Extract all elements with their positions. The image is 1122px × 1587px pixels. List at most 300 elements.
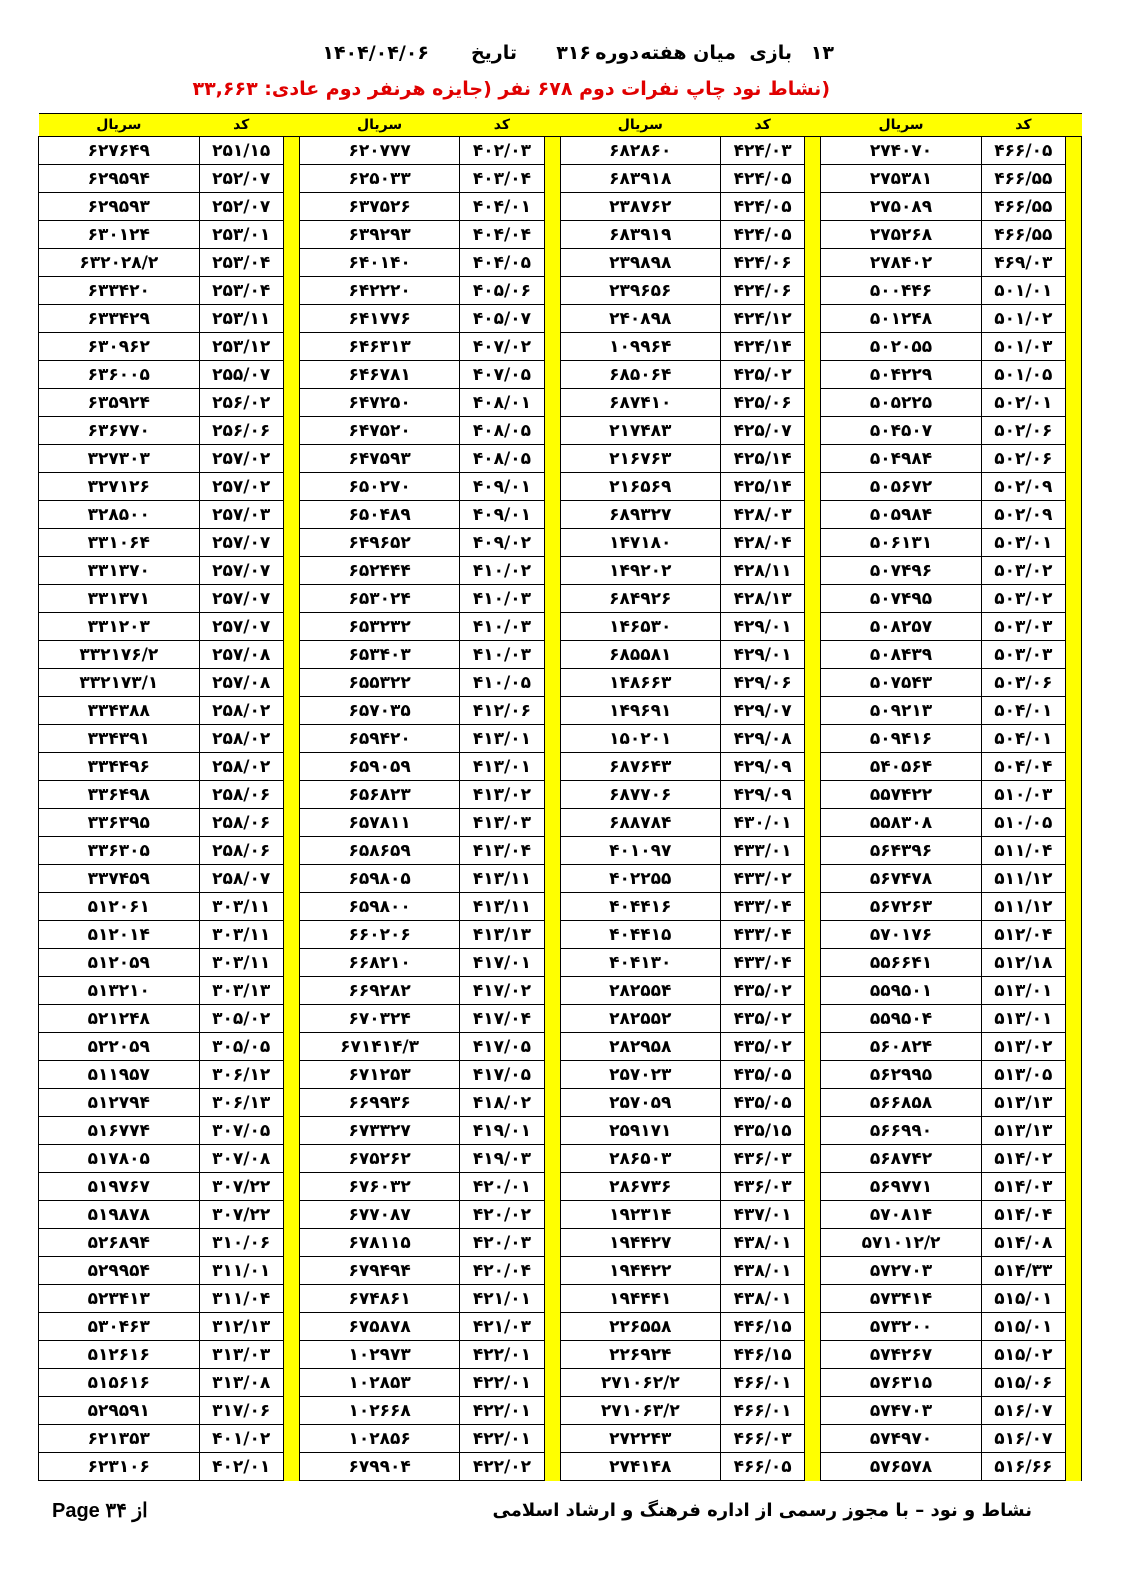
code-cell: ۴۲۵/۰۷: [721, 417, 805, 445]
serial-cell: ۶۴۰۱۴۰: [299, 249, 459, 277]
code-cell: ۵۱۱/۰۴: [981, 837, 1065, 865]
yellow-separator: [283, 529, 299, 557]
yellow-separator: [283, 1089, 299, 1117]
code-cell: ۳۰۶/۱۳: [199, 1089, 283, 1117]
table-row: [39, 1285, 1082, 1313]
code-cell: ۵۰۴/۰۱: [981, 725, 1065, 753]
code-cell: ۳۱۳/۰۸: [199, 1369, 283, 1397]
serial-cell: ۵۰۷۴۹۶: [821, 557, 981, 585]
yellow-separator: [283, 1369, 299, 1397]
yellow-separator: [283, 725, 299, 753]
serial-cell: ۶۲۳۱۰۶: [39, 1453, 200, 1481]
serial-cell: ۴۰۲۲۵۵: [560, 865, 720, 893]
yellow-separator: [283, 249, 299, 277]
serial-cell: ۵۷۴۹۷۰: [821, 1425, 981, 1453]
winners-table-container: [38, 113, 1082, 1481]
yellow-separator: [1065, 114, 1081, 137]
code-cell: ۵۰۱/۰۵: [981, 361, 1065, 389]
yellow-separator: [805, 249, 821, 277]
yellow-separator: [283, 641, 299, 669]
table-row: [39, 837, 1082, 865]
serial-cell: ۵۶۴۳۹۶: [821, 837, 981, 865]
serial-cell: ۶۵۳۴۰۳: [299, 641, 459, 669]
serial-cell: ۱۹۲۳۱۴: [560, 1201, 720, 1229]
serial-cell: ۵۱۷۸۰۵: [39, 1145, 200, 1173]
yellow-separator: [805, 473, 821, 501]
serial-cell: ۵۰۴۵۰۷: [821, 417, 981, 445]
yellow-separator: [283, 1341, 299, 1369]
yellow-separator: [1065, 1229, 1081, 1257]
yellow-separator: [805, 501, 821, 529]
table-row: [39, 781, 1082, 809]
serial-cell: ۵۵۷۴۲۲: [821, 781, 981, 809]
table-row: [39, 1201, 1082, 1229]
yellow-separator: [544, 361, 560, 389]
table-row: [39, 1313, 1082, 1341]
code-cell: ۴۰۷/۰۲: [460, 333, 544, 361]
code-cell: ۴۱۷/۰۵: [460, 1033, 544, 1061]
code-cell: ۴۲۹/۰۶: [721, 669, 805, 697]
yellow-separator: [283, 1425, 299, 1453]
code-cell: ۲۵۷/۰۸: [199, 669, 283, 697]
yellow-separator: [283, 1257, 299, 1285]
code-cell: ۵۱۲/۰۴: [981, 921, 1065, 949]
yellow-separator: [805, 1145, 821, 1173]
code-cell: ۴۱۰/۰۳: [460, 641, 544, 669]
code-cell: ۲۵۷/۰۷: [199, 557, 283, 585]
serial-cell: ۵۷۰۱۷۶: [821, 921, 981, 949]
yellow-separator: [805, 977, 821, 1005]
yellow-separator: [283, 445, 299, 473]
code-cell: ۴۲۹/۰۹: [721, 753, 805, 781]
code-cell: ۴۱۷/۰۴: [460, 1005, 544, 1033]
serial-cell: ۶۷۹۴۹۴: [299, 1257, 459, 1285]
subtitle: (نشاط نود چاپ نفرات دوم ۶۷۸ نفر (جایزه هرنفر دوم عادی: ۳۳,۶۶۳: [192, 78, 830, 100]
yellow-separator: [544, 977, 560, 1005]
yellow-separator: [805, 389, 821, 417]
serial-cell: ۶۷۷۰۸۷: [299, 1201, 459, 1229]
code-cell: ۴۳۳/۰۴: [721, 921, 805, 949]
code-cell: ۳۱۰/۰۶: [199, 1229, 283, 1257]
yellow-separator: [544, 1033, 560, 1061]
serial-cell: ۴۰۴۱۳۰: [560, 949, 720, 977]
code-cell: ۵۰۱/۰۱: [981, 277, 1065, 305]
serial-cell: ۲۳۸۷۶۲: [560, 193, 720, 221]
code-cell: ۴۱۳/۰۳: [460, 809, 544, 837]
table-row: [39, 389, 1082, 417]
serial-cell: ۲۳۹۸۹۸: [560, 249, 720, 277]
code-cell: ۴۲۹/۰۸: [721, 725, 805, 753]
code-cell: ۲۵۷/۰۷: [199, 529, 283, 557]
serial-cell: ۵۰۹۲۱۳: [821, 697, 981, 725]
yellow-separator: [1065, 529, 1081, 557]
game-label: بازی: [749, 42, 792, 64]
yellow-separator: [283, 333, 299, 361]
table-row: [39, 1145, 1082, 1173]
serial-cell: ۳۳۶۳۰۵: [39, 837, 200, 865]
yellow-separator: [1065, 1201, 1081, 1229]
serial-cell: ۳۳۱۳۷۰: [39, 557, 200, 585]
yellow-separator: [1065, 501, 1081, 529]
serial-cell: ۵۰۹۴۱۶: [821, 725, 981, 753]
yellow-separator: [805, 781, 821, 809]
serial-cell: ۵۱۲۰۵۹: [39, 949, 200, 977]
code-cell: ۳۱۱/۰۴: [199, 1285, 283, 1313]
yellow-separator: [805, 1341, 821, 1369]
code-cell: ۲۵۸/۰۶: [199, 809, 283, 837]
table-row: [39, 697, 1082, 725]
yellow-separator: [1065, 445, 1081, 473]
serial-cell: ۶۸۳۹۱۸: [560, 165, 720, 193]
yellow-separator: [805, 445, 821, 473]
serial-cell: ۳۳۲۱۷۳/۱: [39, 669, 200, 697]
code-cell: ۵۱۰/۰۳: [981, 781, 1065, 809]
yellow-separator: [283, 361, 299, 389]
yellow-separator: [805, 1117, 821, 1145]
serial-cell: ۵۰۴۲۲۹: [821, 361, 981, 389]
serial-cell: ۶۲۱۳۵۳: [39, 1425, 200, 1453]
code-cell: ۵۱۳/۰۲: [981, 1033, 1065, 1061]
serial-cell: ۲۴۰۸۹۸: [560, 305, 720, 333]
serial-cell: ۶۴۲۲۲۰: [299, 277, 459, 305]
code-cell: ۲۵۸/۰۶: [199, 781, 283, 809]
yellow-separator: [283, 1173, 299, 1201]
serial-cell: ۲۸۲۵۵۲: [560, 1005, 720, 1033]
column-header-serial: سریال: [299, 114, 459, 137]
code-cell: ۳۱۷/۰۶: [199, 1397, 283, 1425]
table-row: [39, 193, 1082, 221]
code-cell: ۴۱۳/۱۱: [460, 893, 544, 921]
yellow-separator: [805, 1173, 821, 1201]
code-cell: ۴۰۹/۰۱: [460, 473, 544, 501]
yellow-separator: [283, 277, 299, 305]
serial-cell: ۶۷۱۴۱۴/۳: [299, 1033, 459, 1061]
yellow-separator: [805, 1397, 821, 1425]
yellow-separator: [544, 1061, 560, 1089]
code-cell: ۵۱۰/۰۵: [981, 809, 1065, 837]
code-cell: ۴۲۹/۰۱: [721, 613, 805, 641]
period-value: ۳۱۶: [556, 42, 591, 64]
yellow-separator: [805, 529, 821, 557]
yellow-separator: [283, 977, 299, 1005]
serial-cell: ۶۵۵۳۲۲: [299, 669, 459, 697]
code-cell: ۴۳۵/۰۲: [721, 1005, 805, 1033]
code-cell: ۴۲۹/۰۹: [721, 781, 805, 809]
code-cell: ۳۰۳/۱۱: [199, 921, 283, 949]
serial-cell: ۶۳۶۰۰۵: [39, 361, 200, 389]
serial-cell: ۶۷۸۱۱۵: [299, 1229, 459, 1257]
serial-cell: ۱۰۲۶۶۸: [299, 1397, 459, 1425]
serial-cell: ۲۵۷۰۵۹: [560, 1089, 720, 1117]
code-cell: ۴۳۸/۰۱: [721, 1257, 805, 1285]
serial-cell: ۵۵۸۳۰۸: [821, 809, 981, 837]
yellow-separator: [805, 165, 821, 193]
serial-cell: ۲۸۲۹۵۸: [560, 1033, 720, 1061]
serial-cell: ۵۲۹۹۵۴: [39, 1257, 200, 1285]
yellow-separator: [805, 1313, 821, 1341]
code-cell: ۵۰۲/۰۶: [981, 445, 1065, 473]
code-cell: ۵۰۴/۰۱: [981, 697, 1065, 725]
yellow-separator: [544, 529, 560, 557]
yellow-separator: [1065, 221, 1081, 249]
code-cell: ۳۱۲/۱۳: [199, 1313, 283, 1341]
yellow-separator: [805, 221, 821, 249]
table-row: [39, 221, 1082, 249]
table-row: [39, 249, 1082, 277]
serial-cell: ۴۰۴۴۱۶: [560, 893, 720, 921]
serial-cell: ۵۷۰۸۱۴: [821, 1201, 981, 1229]
serial-cell: ۶۸۵۵۸۱: [560, 641, 720, 669]
yellow-separator: [1065, 277, 1081, 305]
code-cell: ۴۳۵/۰۵: [721, 1089, 805, 1117]
winners-table: [38, 113, 1082, 1481]
serial-cell: ۶۴۷۲۵۰: [299, 389, 459, 417]
serial-cell: ۶۲۹۵۹۴: [39, 165, 200, 193]
code-cell: ۴۱۳/۰۴: [460, 837, 544, 865]
code-cell: ۲۵۶/۰۶: [199, 417, 283, 445]
serial-cell: ۶۷۴۸۶۱: [299, 1285, 459, 1313]
serial-cell: ۶۷۰۳۲۴: [299, 1005, 459, 1033]
code-cell: ۳۱۱/۰۱: [199, 1257, 283, 1285]
yellow-separator: [805, 1257, 821, 1285]
serial-cell: ۵۷۳۲۰۰: [821, 1313, 981, 1341]
serial-cell: ۱۵۰۲۰۱: [560, 725, 720, 753]
code-cell: ۵۱۳/۰۵: [981, 1061, 1065, 1089]
serial-cell: ۳۳۴۳۸۸: [39, 697, 200, 725]
code-cell: ۵۰۳/۰۱: [981, 529, 1065, 557]
code-cell: ۲۵۸/۰۶: [199, 837, 283, 865]
code-cell: ۴۴۶/۱۵: [721, 1341, 805, 1369]
code-cell: ۴۰۴/۰۴: [460, 221, 544, 249]
code-cell: ۴۲۰/۰۱: [460, 1173, 544, 1201]
code-cell: ۳۰۷/۰۸: [199, 1145, 283, 1173]
serial-cell: ۵۰۱۲۴۸: [821, 305, 981, 333]
yellow-separator: [283, 1229, 299, 1257]
table-header-row: [39, 114, 1082, 137]
yellow-separator: [283, 613, 299, 641]
table-row: [39, 1061, 1082, 1089]
code-cell: ۵۱۳/۱۳: [981, 1117, 1065, 1145]
table-row: [39, 809, 1082, 837]
code-cell: ۴۱۰/۰۲: [460, 557, 544, 585]
yellow-separator: [1065, 949, 1081, 977]
code-cell: ۲۵۷/۰۲: [199, 473, 283, 501]
code-cell: ۲۵۸/۰۲: [199, 753, 283, 781]
code-cell: ۵۱۳/۱۳: [981, 1089, 1065, 1117]
code-cell: ۴۱۹/۰۱: [460, 1117, 544, 1145]
code-cell: ۴۲۵/۱۴: [721, 473, 805, 501]
code-cell: ۴۰۸/۰۵: [460, 417, 544, 445]
serial-cell: ۱۰۲۹۷۳: [299, 1341, 459, 1369]
table-row: [39, 613, 1082, 641]
yellow-separator: [544, 389, 560, 417]
serial-cell: ۵۰۵۶۷۲: [821, 473, 981, 501]
yellow-separator: [1065, 137, 1081, 165]
code-cell: ۴۱۳/۱۱: [460, 865, 544, 893]
yellow-separator: [805, 613, 821, 641]
serial-cell: ۵۵۶۶۴۱: [821, 949, 981, 977]
code-cell: ۳۰۵/۰۲: [199, 1005, 283, 1033]
code-cell: ۴۳۶/۰۳: [721, 1145, 805, 1173]
serial-cell: ۲۱۶۵۶۹: [560, 473, 720, 501]
code-cell: ۵۰۲/۰۶: [981, 417, 1065, 445]
serial-cell: ۵۲۱۲۴۸: [39, 1005, 200, 1033]
yellow-separator: [544, 893, 560, 921]
serial-cell: ۱۴۸۶۶۳: [560, 669, 720, 697]
yellow-separator: [1065, 893, 1081, 921]
serial-cell: ۵۷۲۷۰۳: [821, 1257, 981, 1285]
column-header-code: کد: [721, 114, 805, 137]
code-cell: ۲۵۳/۰۴: [199, 249, 283, 277]
serial-cell: ۶۸۷۶۴۳: [560, 753, 720, 781]
yellow-separator: [1065, 1313, 1081, 1341]
column-header-code: کد: [199, 114, 283, 137]
yellow-separator: [544, 1313, 560, 1341]
serial-cell: ۵۱۹۸۷۸: [39, 1201, 200, 1229]
serial-cell: ۵۷۶۵۷۸: [821, 1453, 981, 1481]
serial-cell: ۵۳۰۴۶۳: [39, 1313, 200, 1341]
table-row: [39, 669, 1082, 697]
serial-cell: ۵۰۲۰۵۵: [821, 333, 981, 361]
serial-cell: ۵۰۸۴۳۹: [821, 641, 981, 669]
midweek-label: میان هفته: [640, 42, 736, 64]
yellow-separator: [283, 669, 299, 697]
serial-cell: ۵۰۶۱۳۱: [821, 529, 981, 557]
code-cell: ۵۰۳/۰۲: [981, 557, 1065, 585]
code-cell: ۲۵۸/۰۷: [199, 865, 283, 893]
code-cell: ۴۶۹/۰۳: [981, 249, 1065, 277]
column-header-serial: سریال: [821, 114, 981, 137]
code-cell: ۵۱۵/۰۲: [981, 1341, 1065, 1369]
serial-cell: ۵۱۳۲۱۰: [39, 977, 200, 1005]
table-row: [39, 1033, 1082, 1061]
code-cell: ۵۱۴/۰۴: [981, 1201, 1065, 1229]
code-cell: ۲۵۷/۰۷: [199, 585, 283, 613]
serial-cell: ۶۵۶۸۲۳: [299, 781, 459, 809]
serial-cell: ۵۰۷۵۴۳: [821, 669, 981, 697]
serial-cell: ۱۰۲۸۵۶: [299, 1425, 459, 1453]
yellow-separator: [805, 1061, 821, 1089]
yellow-separator: [544, 613, 560, 641]
yellow-separator: [283, 1313, 299, 1341]
yellow-separator: [1065, 165, 1081, 193]
code-cell: ۴۲۱/۰۳: [460, 1313, 544, 1341]
serial-cell: ۶۵۷۸۱۱: [299, 809, 459, 837]
yellow-separator: [1065, 781, 1081, 809]
serial-cell: ۶۴۱۷۷۶: [299, 305, 459, 333]
table-row: [39, 361, 1082, 389]
code-cell: ۴۶۶/۰۱: [721, 1369, 805, 1397]
serial-cell: ۵۶۲۹۹۵: [821, 1061, 981, 1089]
yellow-separator: [1065, 977, 1081, 1005]
code-cell: ۴۶۶/۰۵: [981, 137, 1065, 165]
code-cell: ۴۳۵/۰۲: [721, 977, 805, 1005]
table-row: [39, 165, 1082, 193]
serial-cell: ۵۱۲۰۱۴: [39, 921, 200, 949]
code-cell: ۵۱۵/۰۱: [981, 1313, 1065, 1341]
serial-cell: ۶۳۳۴۲۹: [39, 305, 200, 333]
serial-cell: ۵۱۱۹۵۷: [39, 1061, 200, 1089]
yellow-separator: [805, 585, 821, 613]
yellow-separator: [544, 1005, 560, 1033]
yellow-separator: [544, 781, 560, 809]
code-cell: ۴۲۸/۰۳: [721, 501, 805, 529]
serial-cell: ۶۳۰۹۶۲: [39, 333, 200, 361]
yellow-separator: [283, 417, 299, 445]
serial-cell: ۶۳۶۷۷۰: [39, 417, 200, 445]
serial-cell: ۶۷۱۲۵۳: [299, 1061, 459, 1089]
code-cell: ۴۲۰/۰۴: [460, 1257, 544, 1285]
yellow-separator: [544, 1201, 560, 1229]
serial-cell: ۶۶۰۲۰۶: [299, 921, 459, 949]
page-label: Page ۳۴: [52, 1500, 127, 1522]
column-header-code: کد: [460, 114, 544, 137]
yellow-separator: [283, 193, 299, 221]
code-cell: ۴۰۴/۰۵: [460, 249, 544, 277]
yellow-separator: [283, 865, 299, 893]
serial-cell: ۶۴۷۵۹۳: [299, 445, 459, 473]
yellow-separator: [544, 249, 560, 277]
yellow-separator: [544, 473, 560, 501]
code-cell: ۴۰۵/۰۶: [460, 277, 544, 305]
code-cell: ۴۰۸/۰۵: [460, 445, 544, 473]
code-cell: ۴۲۱/۰۱: [460, 1285, 544, 1313]
serial-cell: ۱۰۹۹۶۴: [560, 333, 720, 361]
yellow-separator: [544, 1397, 560, 1425]
table-row: [39, 1425, 1082, 1453]
code-cell: ۲۵۶/۰۲: [199, 389, 283, 417]
yellow-separator: [805, 949, 821, 977]
code-cell: ۵۰۳/۰۳: [981, 613, 1065, 641]
table-row: [39, 1117, 1082, 1145]
yellow-separator: [283, 781, 299, 809]
yellow-separator: [1065, 585, 1081, 613]
yellow-separator: [805, 1229, 821, 1257]
column-header-serial: سریال: [39, 114, 200, 137]
table-row: [39, 1369, 1082, 1397]
serial-cell: ۵۲۳۴۱۳: [39, 1285, 200, 1313]
code-cell: ۴۶۶/۰۱: [721, 1397, 805, 1425]
yellow-separator: [283, 837, 299, 865]
code-cell: ۴۶۶/۵۵: [981, 221, 1065, 249]
serial-cell: ۵۱۲۷۹۴: [39, 1089, 200, 1117]
serial-cell: ۲۷۲۲۴۳: [560, 1425, 720, 1453]
yellow-separator: [1065, 1005, 1081, 1033]
serial-cell: ۵۲۹۵۹۱: [39, 1397, 200, 1425]
period-label: دوره: [595, 42, 639, 64]
serial-cell: ۳۲۷۱۲۶: [39, 473, 200, 501]
table-row: [39, 1229, 1082, 1257]
yellow-separator: [544, 1369, 560, 1397]
yellow-separator: [544, 1285, 560, 1313]
serial-cell: ۳۳۶۳۹۵: [39, 809, 200, 837]
yellow-separator: [1065, 305, 1081, 333]
yellow-separator: [1065, 333, 1081, 361]
code-cell: ۵۱۶/۰۷: [981, 1425, 1065, 1453]
yellow-separator: [283, 305, 299, 333]
yellow-separator: [283, 1061, 299, 1089]
code-cell: ۴۲۵/۰۲: [721, 361, 805, 389]
serial-cell: ۱۴۷۱۸۰: [560, 529, 720, 557]
code-cell: ۲۵۸/۰۲: [199, 697, 283, 725]
yellow-separator: [1065, 473, 1081, 501]
code-cell: ۴۳۵/۰۲: [721, 1033, 805, 1061]
serial-cell: ۵۱۲۰۶۱: [39, 893, 200, 921]
serial-cell: ۱۹۴۴۲۷: [560, 1229, 720, 1257]
code-cell: ۴۰۲/۰۳: [460, 137, 544, 165]
yellow-separator: [544, 557, 560, 585]
code-cell: ۵۱۶/۰۷: [981, 1397, 1065, 1425]
